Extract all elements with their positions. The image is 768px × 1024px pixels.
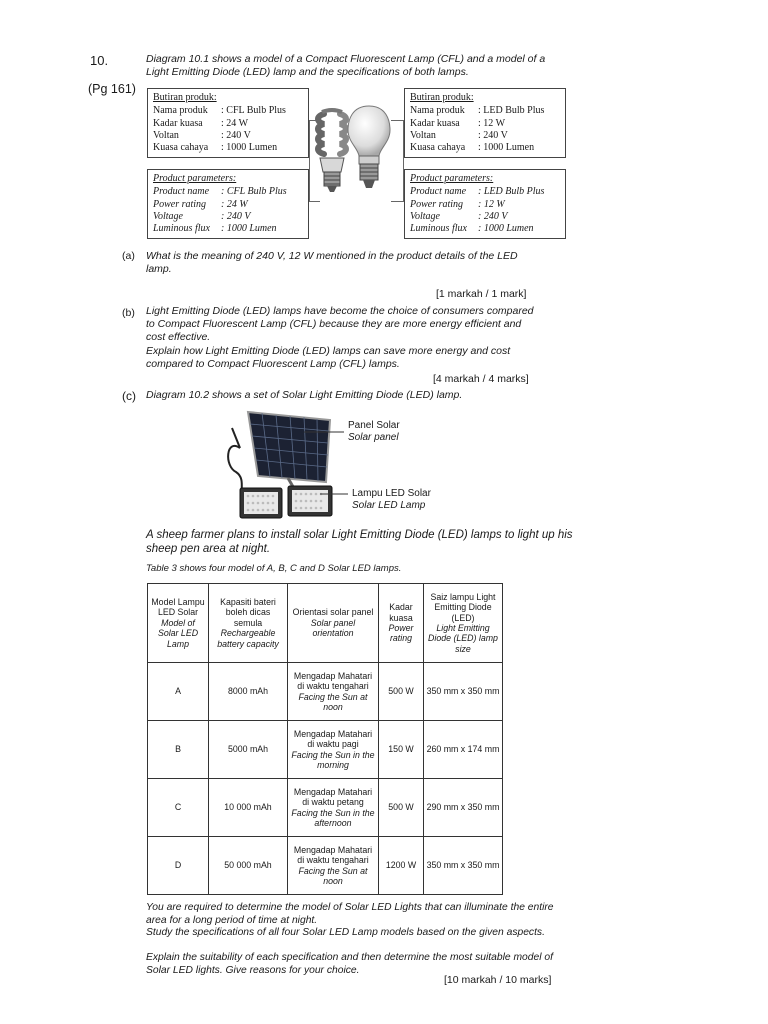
size-cell: 290 mm x 350 mm [424, 779, 503, 837]
orientation-cell: Mengadap Mahatari di waktu tengahari Facing the Sun at noon [288, 663, 379, 721]
spec-row: Luminous flux : 1000 Lumen [153, 223, 277, 235]
part-c-scenario: A sheep farmer plans to install solar Light Emitting Diode (LED) lamps to light up his sheep pen area at night. [146, 529, 573, 555]
column-header: Saiz lampu Light Emitting Diode (LED) Light Emitting Diode (LED) lamp size [424, 584, 503, 663]
solar-panel-label-ms: Panel Solar [348, 420, 400, 431]
spec-row: Nama produk : CFL Bulb Plus [153, 105, 286, 117]
part-c-label: (c) [122, 389, 136, 403]
spec-row: Kuasa cahaya : 1000 Lumen [153, 142, 278, 154]
part-c-closing-1: You are required to determine the model of Solar LED Lights that can illuminate the entire area for a long period of time at night. [146, 902, 554, 926]
cfl-specs-malay-heading: Butiran produk: [153, 92, 217, 103]
part-c-marks: [10 markah / 10 marks] [444, 974, 552, 986]
cfl-specs-english [147, 169, 309, 239]
led-connector [391, 120, 404, 202]
power-cell: 500 W [379, 779, 424, 837]
solar-panel-label [348, 420, 400, 444]
page-reference: (Pg 161) [88, 82, 136, 96]
spec-row: Kadar kuasa : 24 W [153, 117, 249, 129]
solar-lamp-label-en: Solar LED Lamp [352, 500, 426, 511]
table-row [148, 779, 503, 837]
orientation-cell: Mengadap Mahatari di waktu tengahari Facing the Sun at noon [288, 837, 379, 895]
part-b-marks: [4 markah / 4 marks] [433, 373, 529, 385]
power-cell: 500 W [379, 663, 424, 721]
spec-row: Luminous flux : 1000 Lumen [410, 223, 534, 235]
spec-row: Product name : LED Bulb Plus [410, 186, 545, 198]
part-c-closing-3: Explain the suitability of each specification and then determine the most suitable model of Solar LED lights. Give reasons for your choice. [146, 952, 553, 976]
size-cell: 350 mm x 350 mm [424, 663, 503, 721]
part-b-label: (b) [122, 307, 135, 319]
spec-row: Power rating : 12 W [410, 198, 505, 210]
led-specs-english [404, 169, 566, 239]
power-cell: 1200 W [379, 837, 424, 895]
power-cell: 150 W [379, 721, 424, 779]
spec-row: Power rating : 24 W [153, 198, 248, 210]
table-row [148, 837, 503, 895]
solar-lamp-label-ms: Lampu LED Solar [352, 488, 431, 499]
column-header: Orientasi solar panel Solar panel orientation [288, 584, 379, 663]
part-c-text: Diagram 10.2 shows a set of Solar Light Emitting Diode (LED) lamp. [146, 389, 463, 401]
part-b-text-1: Light Emitting Diode (LED) lamps have become the choice of consumers compared to Compact Fluorescent Lamp (CFL) because they are more energy efficient and cost effective. [146, 305, 534, 343]
solar-lamp-label [352, 488, 431, 512]
part-a-marks: [1 markah / 1 mark] [436, 288, 527, 300]
model-cell: A [148, 663, 209, 721]
solar-lamp-table [147, 583, 503, 895]
spec-row: Voltage : 240 V [153, 210, 251, 222]
battery-cell: 8000 mAh [209, 663, 288, 721]
column-header: Kadar kuasa Power rating [379, 584, 424, 663]
column-header: Model Lampu LED Solar Model of Solar LED Lamp [148, 584, 209, 663]
size-cell: 350 mm x 350 mm [424, 837, 503, 895]
spec-row: Kadar kuasa : 12 W [410, 117, 506, 129]
table-row [148, 721, 503, 779]
cfl-specs-english-heading: Product parameters: [153, 173, 237, 184]
led-specs-english-heading: Product parameters: [410, 173, 494, 184]
label-leader-lines [300, 420, 350, 510]
size-cell: 260 mm x 174 mm [424, 721, 503, 779]
model-cell: C [148, 779, 209, 837]
model-cell: D [148, 837, 209, 895]
model-cell: B [148, 721, 209, 779]
spec-row: Nama produk : LED Bulb Plus [410, 105, 545, 117]
orientation-cell: Mengadap Matahari di waktu petang Facing the Sun in the afternoon [288, 779, 379, 837]
table-header-row [148, 584, 503, 663]
column-header: Kapasiti bateri boleh dicas semula Rechargeable battery capacity [209, 584, 288, 663]
orientation-cell: Mengadap Matahari di waktu pagi Facing the Sun in the morning [288, 721, 379, 779]
battery-cell: 5000 mAh [209, 721, 288, 779]
battery-cell: 50 000 mAh [209, 837, 288, 895]
cfl-specs-malay [147, 88, 309, 158]
spec-row: Voltage : 240 V [410, 210, 508, 222]
question-number: 10. [90, 53, 109, 68]
led-specs-malay-heading: Butiran produk: [410, 92, 474, 103]
spec-row: Kuasa cahaya : 1000 Lumen [410, 142, 535, 154]
part-a-label: (a) [122, 250, 135, 262]
battery-cell: 10 000 mAh [209, 779, 288, 837]
solar-panel-label-en: Solar panel [348, 432, 399, 443]
part-c-closing-2: Study the specifications of all four Solar LED Lamp models based on the given aspects. [146, 927, 545, 938]
spec-row: Voltan : 240 V [410, 129, 508, 141]
table-row [148, 663, 503, 721]
led-bulb-icon [346, 104, 392, 194]
spec-row: Voltan : 240 V [153, 129, 251, 141]
question-intro: Diagram 10.1 shows a model of a Compact Fluorescent Lamp (CFL) and a model of a Light Emitting Diode (LED) lamp and the specifications of both lamps. [146, 53, 546, 78]
led-specs-malay [404, 88, 566, 158]
table-caption: Table 3 shows four model of A, B, C and D Solar LED lamps. [146, 563, 402, 574]
part-b-text-2: Explain how Light Emitting Diode (LED) lamps can save more energy and cost compared to Compact Fluorescent Lamp (CFL) lamps. [146, 345, 511, 370]
part-a-text: What is the meaning of 240 V, 12 W mentioned in the product details of the LED lamp. [146, 250, 518, 275]
spec-row: Product name : CFL Bulb Plus [153, 186, 287, 198]
